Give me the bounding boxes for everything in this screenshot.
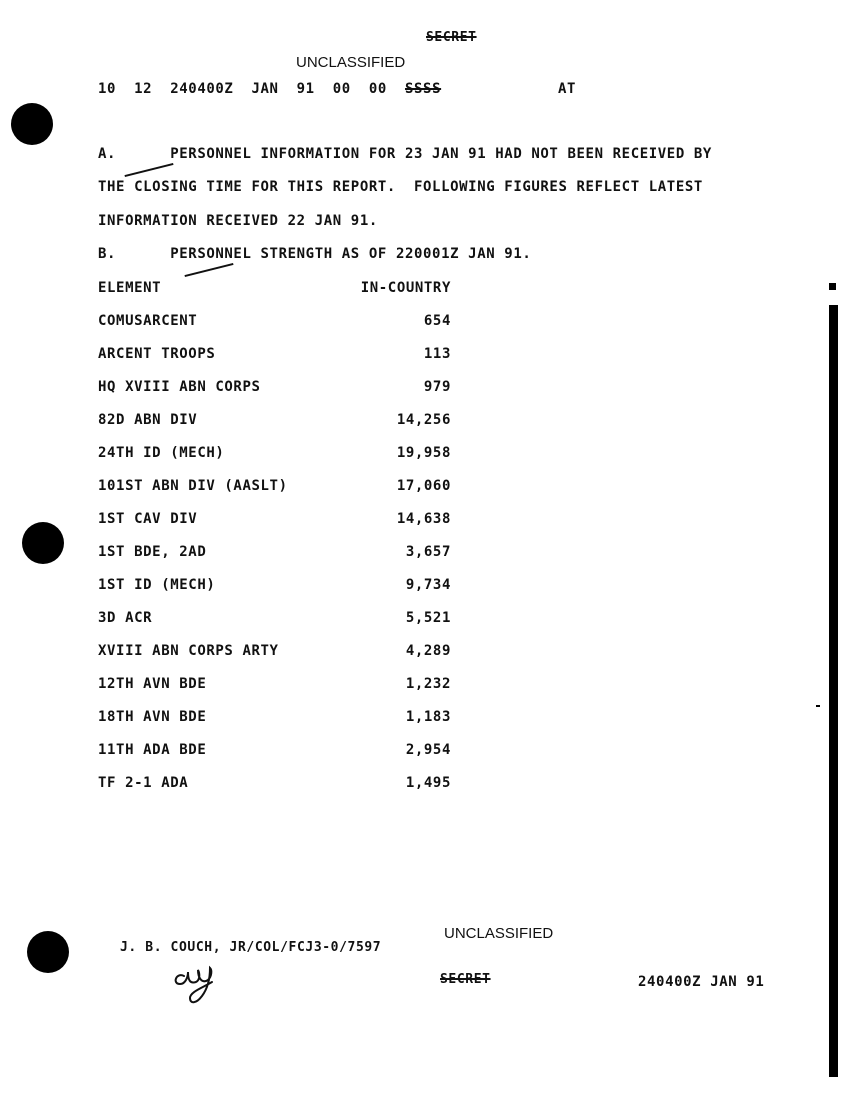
row-in-country: 1,495 [405,775,451,791]
row-element: XVIII ABN CORPS ARTY [98,643,279,659]
punch-hole-middle [22,522,64,564]
classification-top: SECRET [426,30,477,45]
row-in-country: 2,954 [405,742,451,758]
table-row [98,610,458,643]
row-in-country: 979 [423,379,451,395]
edge-bar [829,305,838,1077]
row-in-country: 5,521 [405,610,451,626]
table-row [98,643,458,676]
table-row [98,313,458,346]
para-a-line-3: INFORMATION RECEIVED 22 JAN 91. [98,213,378,229]
row-in-country: 14,256 [396,412,451,428]
table-row [98,544,458,577]
table-row [98,709,458,742]
table-row [98,676,458,709]
row-in-country: 654 [423,313,451,329]
row-element: 12TH AVN BDE [98,676,207,692]
row-element: 1ST ID (MECH) [98,577,216,593]
at-label: AT [558,81,577,97]
para-a-line-1: A. PERSONNEL INFORMATION FOR 23 JAN 91 HAD NOT BEEN RECEIVED BY [98,146,712,162]
row-element: 11TH ADA BDE [98,742,207,758]
row-in-country: 19,958 [396,445,451,461]
table-row [98,478,458,511]
initials-signature [168,958,230,1008]
column-header-element: ELEMENT [98,280,162,296]
unclassified-bottom: UNCLASSIFIED [444,925,554,942]
row-in-country: 1,232 [405,676,451,692]
table-header-row [98,280,458,313]
table-row [98,775,458,808]
row-element: 18TH AVN BDE [98,709,207,725]
row-element: 24TH ID (MECH) [98,445,225,461]
para-a-line-2: THE CLOSING TIME FOR THIS REPORT. FOLLOWING FIGURES REFLECT LATEST [98,179,703,195]
row-in-country: 113 [423,346,451,362]
column-header-in-country: IN-COUNTRY [360,280,451,296]
row-element: HQ XVIII ABN CORPS [98,379,261,395]
row-element: 101ST ABN DIV (AASLT) [98,478,288,494]
row-element: 82D ABN DIV [98,412,198,428]
row-in-country: 9,734 [405,577,451,593]
table-row [98,346,458,379]
unclassified-top: UNCLASSIFIED [296,54,406,71]
punch-hole-top [11,103,53,145]
message-line [98,81,441,97]
table-row [98,379,458,412]
row-element: COMUSARCENT [98,313,198,329]
edge-mark [829,283,836,290]
row-in-country: 4,289 [405,643,451,659]
table-row [98,412,458,445]
row-in-country: 1,183 [405,709,451,725]
originator-line: J. B. COUCH, JR/COL/FCJ3-0/7597 [120,940,382,955]
row-element: 1ST CAV DIV [98,511,198,527]
message-header: 10 12 240400Z JAN 91 00 00 [98,81,387,97]
para-b-line-1: B. PERSONNEL STRENGTH AS OF 220001Z JAN 91. [98,246,532,262]
message-code: SSSS [404,81,442,97]
row-element: TF 2-1 ADA [98,775,189,791]
edge-dash [816,705,820,707]
table-row [98,445,458,478]
row-element: 1ST BDE, 2AD [98,544,207,560]
table-row [98,511,458,544]
row-in-country: 3,657 [405,544,451,560]
dtg-bottom: 240400Z JAN 91 [638,974,765,990]
table-row [98,742,458,775]
row-in-country: 17,060 [396,478,451,494]
row-in-country: 14,638 [396,511,451,527]
punch-hole-bottom [27,931,69,973]
table-row [98,577,458,610]
row-element: 3D ACR [98,610,153,626]
classification-bottom: SECRET [440,972,491,987]
strength-table [98,280,458,808]
row-element: ARCENT TROOPS [98,346,216,362]
